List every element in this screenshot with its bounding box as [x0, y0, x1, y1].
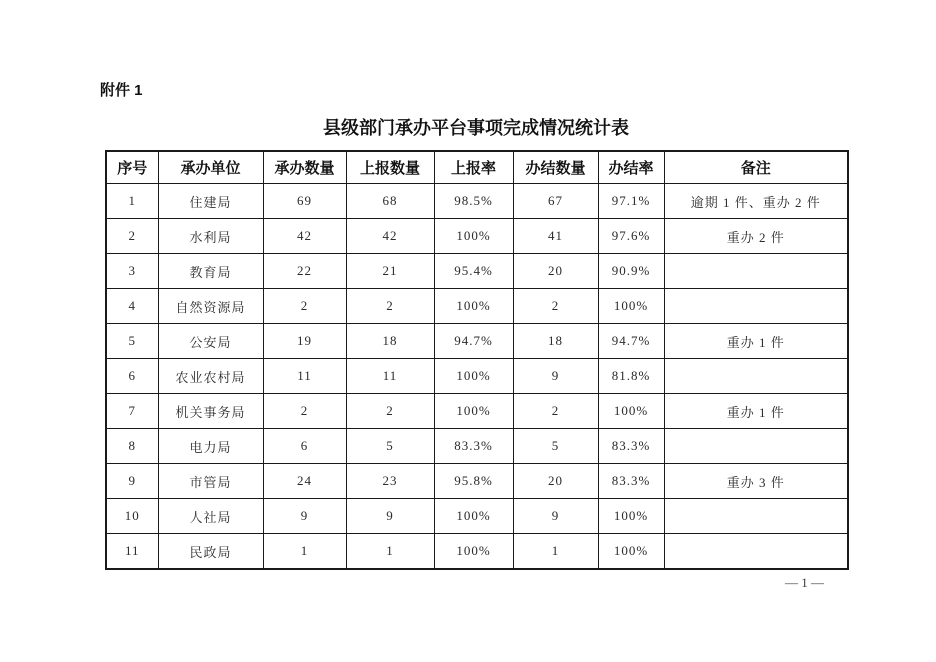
table-cell: 100% — [598, 289, 664, 324]
column-header: 上报率 — [434, 151, 513, 184]
table-cell: 67 — [513, 184, 598, 219]
page-title: 县级部门承办平台事项完成情况统计表 — [323, 118, 629, 138]
table-cell: 8 — [106, 429, 158, 464]
table-cell: 22 — [263, 254, 346, 289]
table-row — [106, 464, 848, 499]
table-cell: 98.5% — [434, 184, 513, 219]
table-cell: 100% — [598, 394, 664, 429]
table-cell: 41 — [513, 219, 598, 254]
table-cell: 1 — [346, 534, 434, 570]
table-cell: 97.1% — [598, 184, 664, 219]
table-cell: 1 — [513, 534, 598, 570]
table-cell: 3 — [106, 254, 158, 289]
table-row — [106, 429, 848, 464]
table-cell: 2 — [263, 289, 346, 324]
page-number: — 1 — — [785, 575, 824, 590]
table-cell: 2 — [263, 394, 346, 429]
table-cell: 100% — [434, 289, 513, 324]
table-cell: 重办 1 件 — [664, 394, 848, 429]
table-cell: 24 — [263, 464, 346, 499]
table-cell: 9 — [513, 499, 598, 534]
table-row — [106, 219, 848, 254]
table-cell: 11 — [346, 359, 434, 394]
column-header: 备注 — [664, 151, 848, 184]
table-cell: 住建局 — [158, 184, 263, 219]
table-row — [106, 289, 848, 324]
table-cell: 19 — [263, 324, 346, 359]
table-row — [106, 324, 848, 359]
table-cell — [664, 289, 848, 324]
table-cell: 市管局 — [158, 464, 263, 499]
table-cell: 5 — [106, 324, 158, 359]
table-cell: 97.6% — [598, 219, 664, 254]
table-cell: 9 — [346, 499, 434, 534]
table-cell: 2 — [106, 219, 158, 254]
table-cell: 9 — [263, 499, 346, 534]
table-cell: 农业农村局 — [158, 359, 263, 394]
table-row — [106, 184, 848, 219]
table-cell: 水利局 — [158, 219, 263, 254]
table-row — [106, 359, 848, 394]
table-cell: 23 — [346, 464, 434, 499]
table-cell: 4 — [106, 289, 158, 324]
table-cell: 2 — [513, 289, 598, 324]
table-cell: 42 — [346, 219, 434, 254]
table-cell: 11 — [106, 534, 158, 570]
table-cell: 5 — [513, 429, 598, 464]
table-row — [106, 254, 848, 289]
table-cell: 94.7% — [598, 324, 664, 359]
table-cell: 83.3% — [598, 429, 664, 464]
table-cell: 1 — [263, 534, 346, 570]
table-cell: 10 — [106, 499, 158, 534]
table-cell: 重办 2 件 — [664, 219, 848, 254]
table-cell: 20 — [513, 464, 598, 499]
table-cell: 民政局 — [158, 534, 263, 570]
table-cell: 9 — [106, 464, 158, 499]
column-header: 承办数量 — [263, 151, 346, 184]
table-cell: 95.4% — [434, 254, 513, 289]
table-cell: 自然资源局 — [158, 289, 263, 324]
table-cell: 9 — [513, 359, 598, 394]
table-cell: 83.3% — [598, 464, 664, 499]
table-cell: 95.8% — [434, 464, 513, 499]
table-cell: 100% — [434, 394, 513, 429]
table-cell: 6 — [263, 429, 346, 464]
table-cell: 6 — [106, 359, 158, 394]
table-cell: 2 — [346, 394, 434, 429]
table-cell: 人社局 — [158, 499, 263, 534]
table-cell: 100% — [598, 534, 664, 570]
column-header: 承办单位 — [158, 151, 263, 184]
table-cell: 1 — [106, 184, 158, 219]
table-cell: 公安局 — [158, 324, 263, 359]
column-header: 办结率 — [598, 151, 664, 184]
table-cell: 2 — [346, 289, 434, 324]
table-cell: 94.7% — [434, 324, 513, 359]
table-cell: 100% — [598, 499, 664, 534]
table-cell: 重办 3 件 — [664, 464, 848, 499]
column-header: 序号 — [106, 151, 158, 184]
table-cell: 7 — [106, 394, 158, 429]
table-cell — [664, 359, 848, 394]
table-cell — [664, 254, 848, 289]
table-cell: 81.8% — [598, 359, 664, 394]
attachment-label: 附件 1 — [100, 82, 143, 99]
table-row — [106, 394, 848, 429]
table-cell: 100% — [434, 499, 513, 534]
table-cell: 电力局 — [158, 429, 263, 464]
table-row — [106, 499, 848, 534]
table-cell: 重办 1 件 — [664, 324, 848, 359]
column-header: 上报数量 — [346, 151, 434, 184]
table-cell: 18 — [346, 324, 434, 359]
table-cell: 100% — [434, 534, 513, 570]
table-cell: 21 — [346, 254, 434, 289]
table-cell: 逾期 1 件、重办 2 件 — [664, 184, 848, 219]
statistics-table — [105, 150, 849, 570]
table-cell — [664, 499, 848, 534]
table-cell — [664, 429, 848, 464]
table-cell: 18 — [513, 324, 598, 359]
table-cell: 42 — [263, 219, 346, 254]
table-cell: 83.3% — [434, 429, 513, 464]
column-header: 办结数量 — [513, 151, 598, 184]
table-cell: 机关事务局 — [158, 394, 263, 429]
table-cell: 100% — [434, 359, 513, 394]
table-cell: 69 — [263, 184, 346, 219]
table-cell — [664, 534, 848, 570]
table-cell: 68 — [346, 184, 434, 219]
table-cell: 教育局 — [158, 254, 263, 289]
table-header-row — [106, 151, 848, 184]
table-cell: 20 — [513, 254, 598, 289]
table-cell: 5 — [346, 429, 434, 464]
table-cell: 11 — [263, 359, 346, 394]
table-cell: 90.9% — [598, 254, 664, 289]
table-cell: 2 — [513, 394, 598, 429]
table-row — [106, 534, 848, 570]
table-cell: 100% — [434, 219, 513, 254]
